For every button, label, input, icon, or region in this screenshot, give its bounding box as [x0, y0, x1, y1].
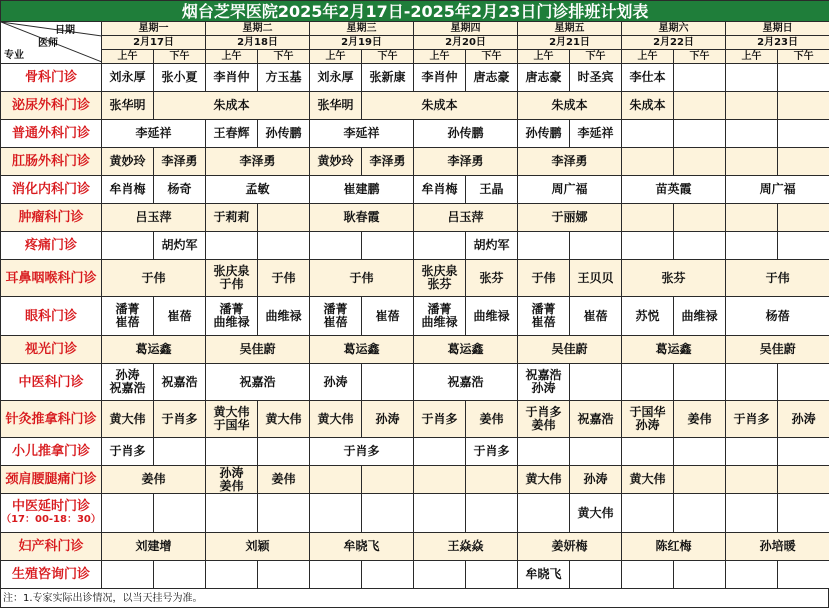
department-name	[1, 438, 102, 466]
doctor-cell: 潘菁 崔蓓	[518, 297, 570, 336]
doctor-cell: 黄大伟	[310, 401, 362, 438]
date-header: 2月20日	[414, 36, 518, 50]
doctor-cell: 王晶	[466, 176, 518, 204]
pm-header: 下午	[674, 50, 726, 64]
empty-cell	[726, 364, 778, 401]
doctor-cell: 潘菁 崔蓓	[310, 297, 362, 336]
doctor-cell: 于肖多	[154, 401, 206, 438]
doctor-cell: 葛运鑫	[102, 336, 206, 364]
doctor-cell: 孙传鹏	[258, 120, 310, 148]
empty-cell	[206, 561, 258, 589]
department-name	[1, 64, 102, 92]
doctor-cell: 姜伟	[674, 401, 726, 438]
empty-cell	[622, 494, 674, 533]
department-label: 疼痛门诊	[24, 238, 77, 253]
department-label: 眼科门诊	[24, 308, 77, 324]
schedule-row	[1, 120, 829, 148]
doctor-cell: 王春辉	[206, 120, 258, 148]
doctor-cell: 黄大伟	[570, 494, 622, 533]
empty-cell	[258, 494, 310, 533]
department-name	[1, 466, 102, 494]
doctor-cell: 于肖多	[310, 438, 414, 466]
doctor-cell: 刘颖	[206, 533, 310, 561]
department-label: 视光门诊	[24, 342, 77, 357]
doctor-cell: 朱成本	[518, 92, 622, 120]
department-label: 妇产科门诊	[18, 539, 84, 554]
schedule-row	[1, 401, 829, 438]
doctor-cell: 崔蓓	[154, 297, 206, 336]
doctor-cell: 于伟	[310, 260, 414, 297]
empty-cell	[414, 438, 466, 466]
empty-cell	[154, 494, 206, 533]
am-header: 上午	[518, 50, 570, 64]
empty-cell	[466, 561, 518, 589]
date-header: 2月21日	[518, 36, 622, 50]
doctor-cell: 李肖仲	[206, 64, 258, 92]
empty-cell	[726, 92, 778, 120]
department-name	[1, 401, 102, 438]
doctor-cell: 刘建增	[102, 533, 206, 561]
doctor-cell: 杨奇	[154, 176, 206, 204]
doctor-cell: 刘永厚	[310, 64, 362, 92]
doctor-cell: 孙涛	[778, 401, 829, 438]
empty-cell	[726, 466, 778, 494]
empty-cell	[362, 466, 414, 494]
doctor-cell: 李泽勇	[206, 148, 310, 176]
am-header: 上午	[206, 50, 258, 64]
doctor-cell: 朱成本	[362, 92, 518, 120]
empty-cell	[726, 438, 778, 466]
department-name	[1, 176, 102, 204]
doctor-cell: 于肖多	[466, 438, 518, 466]
doctor-cell: 耿春霞	[310, 204, 414, 232]
doctor-cell: 崔蓓	[570, 297, 622, 336]
pm-header: 下午	[778, 50, 829, 64]
department-label: 生殖咨询门诊	[11, 567, 90, 582]
doctor-cell: 崔蓓	[362, 297, 414, 336]
empty-cell	[674, 92, 726, 120]
empty-cell	[570, 232, 622, 260]
doctor-cell: 胡灼军	[466, 232, 518, 260]
doctor-cell: 于伟	[518, 260, 570, 297]
doctor-cell: 杨蓓	[726, 297, 829, 336]
department-name	[1, 364, 102, 401]
schedule-row	[1, 232, 829, 260]
schedule-row	[1, 260, 829, 297]
schedule-row	[1, 204, 829, 232]
empty-cell	[310, 466, 362, 494]
schedule-row	[1, 466, 829, 494]
doctor-cell: 姜伟	[102, 466, 206, 494]
department-label: 耳鼻咽喉科门诊	[5, 270, 97, 286]
empty-cell	[674, 232, 726, 260]
doctor-cell: 苏悦	[622, 297, 674, 336]
empty-cell	[414, 232, 466, 260]
empty-cell	[414, 561, 466, 589]
empty-cell	[622, 364, 674, 401]
doctor-cell: 李泽勇	[154, 148, 206, 176]
weekday-header: 星期一	[102, 22, 206, 36]
doctor-cell: 苗英霞	[622, 176, 726, 204]
empty-cell	[778, 64, 829, 92]
doctor-cell: 张新康	[362, 64, 414, 92]
department-label: 颈肩腰腿痛门诊	[5, 472, 97, 487]
empty-cell	[726, 232, 778, 260]
doctor-cell: 葛运鑫	[310, 336, 414, 364]
doctor-cell: 陈红梅	[622, 533, 726, 561]
doctor-cell: 张庆泉 于伟	[206, 260, 258, 297]
doctor-cell: 时圣宾	[570, 64, 622, 92]
doctor-cell: 周广福	[518, 176, 622, 204]
empty-cell	[518, 438, 570, 466]
department-name	[1, 232, 102, 260]
pm-header: 下午	[570, 50, 622, 64]
doctor-cell: 崔建鹏	[310, 176, 414, 204]
doctor-cell: 于莉莉	[206, 204, 258, 232]
doctor-cell: 王贝贝	[570, 260, 622, 297]
empty-cell	[726, 494, 778, 533]
doctor-cell: 于肖多 姜伟	[518, 401, 570, 438]
corner-specialty-label: 专业	[4, 50, 24, 61]
doctor-cell: 孙涛	[310, 364, 362, 401]
empty-cell	[518, 494, 570, 533]
doctor-cell: 祝嘉浩	[570, 401, 622, 438]
am-header: 上午	[414, 50, 466, 64]
empty-cell	[258, 232, 310, 260]
schedule-row	[1, 438, 829, 466]
weekday-header: 星期二	[206, 22, 310, 36]
doctor-cell: 孙涛 姜伟	[206, 466, 258, 494]
schedule-row	[1, 494, 829, 533]
empty-cell	[362, 494, 414, 533]
schedule-row	[1, 561, 829, 589]
empty-cell	[362, 232, 414, 260]
doctor-cell: 葛运鑫	[622, 336, 726, 364]
empty-cell	[778, 232, 829, 260]
empty-cell	[778, 438, 829, 466]
empty-cell	[778, 561, 829, 589]
date-header: 2月23日	[726, 36, 829, 50]
doctor-cell: 孙培暖	[726, 533, 829, 561]
doctor-cell: 潘菁 崔蓓	[102, 297, 154, 336]
doctor-cell: 朱成本	[622, 92, 674, 120]
doctor-cell: 于丽娜	[518, 204, 622, 232]
corner-doctor-label: 医师	[38, 38, 58, 49]
department-name	[1, 204, 102, 232]
empty-cell	[674, 466, 726, 494]
doctor-cell: 于伟	[726, 260, 829, 297]
doctor-cell: 李延祥	[310, 120, 414, 148]
doctor-cell: 黄大伟	[102, 401, 154, 438]
department-label: 骨科门诊	[24, 70, 77, 85]
schedule-row	[1, 64, 829, 92]
date-header: 2月22日	[622, 36, 726, 50]
doctor-cell: 孙涛	[570, 466, 622, 494]
empty-cell	[726, 120, 778, 148]
empty-cell	[674, 120, 726, 148]
empty-cell	[622, 232, 674, 260]
doctor-cell: 吴佳蔚	[726, 336, 829, 364]
doctor-cell: 李肖仲	[414, 64, 466, 92]
empty-cell	[622, 120, 674, 148]
empty-cell	[726, 561, 778, 589]
am-header: 上午	[310, 50, 362, 64]
empty-cell	[206, 232, 258, 260]
doctor-cell: 吴佳蔚	[206, 336, 310, 364]
doctor-cell: 祝嘉浩 孙涛	[518, 364, 570, 401]
empty-cell	[778, 494, 829, 533]
pm-header: 下午	[466, 50, 518, 64]
empty-cell	[414, 494, 466, 533]
doctor-cell: 吴佳蔚	[518, 336, 622, 364]
empty-cell	[778, 204, 829, 232]
empty-cell	[570, 561, 622, 589]
doctor-cell: 曲维禄	[258, 297, 310, 336]
empty-cell	[778, 466, 829, 494]
empty-cell	[102, 561, 154, 589]
department-label: 肿瘤科门诊	[18, 210, 84, 225]
empty-cell	[414, 466, 466, 494]
date-header: 2月17日	[102, 36, 206, 50]
empty-cell	[726, 64, 778, 92]
empty-cell	[778, 120, 829, 148]
doctor-cell: 孙涛	[362, 401, 414, 438]
pm-header: 下午	[362, 50, 414, 64]
doctor-cell: 牟晓飞	[310, 533, 414, 561]
doctor-cell: 李延祥	[102, 120, 206, 148]
header-corner	[1, 22, 102, 64]
empty-cell	[258, 438, 310, 466]
doctor-cell: 孙涛 祝嘉浩	[102, 364, 154, 401]
pm-header: 下午	[258, 50, 310, 64]
doctor-cell: 潘菁 曲维禄	[206, 297, 258, 336]
empty-cell	[466, 466, 518, 494]
schedule-row	[1, 92, 829, 120]
department-label: 针灸推拿科门诊	[5, 411, 97, 427]
schedule-row	[1, 336, 829, 364]
department-name	[1, 533, 102, 561]
empty-cell	[778, 148, 829, 176]
department-label: 泌尿外科门诊	[11, 98, 90, 113]
empty-cell	[674, 364, 726, 401]
doctor-cell: 于肖多	[726, 401, 778, 438]
empty-cell	[206, 494, 258, 533]
department-label: 中医延时门诊	[11, 499, 90, 514]
doctor-cell: 孙传鹏	[414, 120, 518, 148]
department-label: 肛肠外科门诊	[11, 154, 90, 169]
doctor-cell: 曲维禄	[466, 297, 518, 336]
doctor-cell: 于伟	[102, 260, 206, 297]
department-name	[1, 336, 102, 364]
corner-date-label: 日期	[55, 25, 75, 36]
doctor-cell: 孙传鹏	[518, 120, 570, 148]
doctor-cell: 牟肖梅	[102, 176, 154, 204]
doctor-cell: 牟晓飞	[518, 561, 570, 589]
doctor-cell: 方玉基	[258, 64, 310, 92]
schedule-row	[1, 533, 829, 561]
doctor-cell: 黄妙玲	[310, 148, 362, 176]
empty-cell	[674, 64, 726, 92]
doctor-cell: 于肖多	[414, 401, 466, 438]
doctor-cell: 李泽勇	[414, 148, 518, 176]
doctor-cell: 于肖多	[102, 438, 154, 466]
empty-cell	[674, 561, 726, 589]
doctor-cell: 祝嘉浩	[206, 364, 310, 401]
department-time-note: （17：00-18：30）	[1, 514, 101, 525]
empty-cell	[622, 438, 674, 466]
empty-cell	[622, 148, 674, 176]
doctor-cell: 张华明	[102, 92, 154, 120]
doctor-cell: 姜妍梅	[518, 533, 622, 561]
doctor-cell: 祝嘉浩	[414, 364, 518, 401]
empty-cell	[310, 232, 362, 260]
empty-cell	[726, 204, 778, 232]
pm-header: 下午	[154, 50, 206, 64]
empty-cell	[362, 561, 414, 589]
doctor-cell: 姜伟	[466, 401, 518, 438]
date-header: 2月19日	[310, 36, 414, 50]
am-header: 上午	[622, 50, 674, 64]
department-name	[1, 260, 102, 297]
department-name	[1, 120, 102, 148]
doctor-cell: 祝嘉浩	[154, 364, 206, 401]
weekday-header: 星期五	[518, 22, 622, 36]
doctor-cell: 葛运鑫	[414, 336, 518, 364]
weekday-header: 星期六	[622, 22, 726, 36]
empty-cell	[206, 438, 258, 466]
doctor-cell: 李泽勇	[518, 148, 622, 176]
empty-cell	[258, 561, 310, 589]
doctor-cell: 唐志豪	[518, 64, 570, 92]
doctor-cell: 张庆泉 张芬	[414, 260, 466, 297]
doctor-cell: 胡灼军	[154, 232, 206, 260]
schedule-row	[1, 176, 829, 204]
empty-cell	[674, 148, 726, 176]
empty-cell	[726, 148, 778, 176]
schedule-row	[1, 297, 829, 336]
doctor-cell: 刘永厚	[102, 64, 154, 92]
doctor-cell: 黄妙玲	[102, 148, 154, 176]
empty-cell	[778, 364, 829, 401]
doctor-cell: 潘菁 曲维禄	[414, 297, 466, 336]
department-label: 小儿推拿门诊	[11, 444, 90, 459]
doctor-cell: 黄大伟 于国华	[206, 401, 258, 438]
doctor-cell: 牟肖梅	[414, 176, 466, 204]
doctor-cell: 黄大伟	[258, 401, 310, 438]
department-label: 中医科门诊	[18, 374, 84, 390]
doctor-cell: 吕玉萍	[414, 204, 518, 232]
doctor-cell: 张华明	[310, 92, 362, 120]
empty-cell	[518, 232, 570, 260]
empty-cell	[622, 204, 674, 232]
page-title: 烟台芝罘医院2025年2月17日-2025年2月23日门诊排班计划表	[1, 1, 829, 22]
empty-cell	[674, 438, 726, 466]
footnote: 注：1.专家实际出诊情况，以当天挂号为准。	[0, 588, 829, 608]
schedule-row	[1, 148, 829, 176]
doctor-cell: 黄大伟	[518, 466, 570, 494]
doctor-cell: 周广福	[726, 176, 829, 204]
empty-cell	[102, 232, 154, 260]
empty-cell	[570, 438, 622, 466]
am-header: 上午	[102, 50, 154, 64]
department-label: 消化内科门诊	[11, 182, 90, 197]
department-name	[1, 494, 102, 533]
department-label: 普通外科门诊	[11, 126, 90, 141]
doctor-cell: 朱成本	[154, 92, 310, 120]
doctor-cell: 孟敏	[206, 176, 310, 204]
empty-cell	[102, 494, 154, 533]
weekday-header: 星期三	[310, 22, 414, 36]
empty-cell	[310, 561, 362, 589]
weekday-header: 星期日	[726, 22, 829, 36]
doctor-cell: 姜伟	[258, 466, 310, 494]
doctor-cell: 李仕本	[622, 64, 674, 92]
empty-cell	[622, 561, 674, 589]
doctor-cell: 黄大伟	[622, 466, 674, 494]
empty-cell	[258, 204, 310, 232]
empty-cell	[154, 438, 206, 466]
empty-cell	[362, 364, 414, 401]
schedule-row	[1, 364, 829, 401]
empty-cell	[154, 561, 206, 589]
doctor-cell: 于伟	[258, 260, 310, 297]
doctor-cell: 王焱焱	[414, 533, 518, 561]
department-name	[1, 92, 102, 120]
doctor-cell: 吕玉萍	[102, 204, 206, 232]
am-header: 上午	[726, 50, 778, 64]
weekday-header: 星期四	[414, 22, 518, 36]
doctor-cell: 曲维禄	[674, 297, 726, 336]
empty-cell	[778, 92, 829, 120]
doctor-cell: 于国华 孙涛	[622, 401, 674, 438]
empty-cell	[674, 494, 726, 533]
empty-cell	[310, 494, 362, 533]
doctor-cell: 张芬	[622, 260, 726, 297]
doctor-cell: 张芬	[466, 260, 518, 297]
doctor-cell: 李延祥	[570, 120, 622, 148]
empty-cell	[466, 494, 518, 533]
department-name	[1, 297, 102, 336]
date-header: 2月18日	[206, 36, 310, 50]
department-name	[1, 561, 102, 589]
department-name	[1, 148, 102, 176]
doctor-cell: 李泽勇	[362, 148, 414, 176]
empty-cell	[570, 364, 622, 401]
doctor-cell: 张小夏	[154, 64, 206, 92]
doctor-cell: 唐志豪	[466, 64, 518, 92]
empty-cell	[674, 204, 726, 232]
